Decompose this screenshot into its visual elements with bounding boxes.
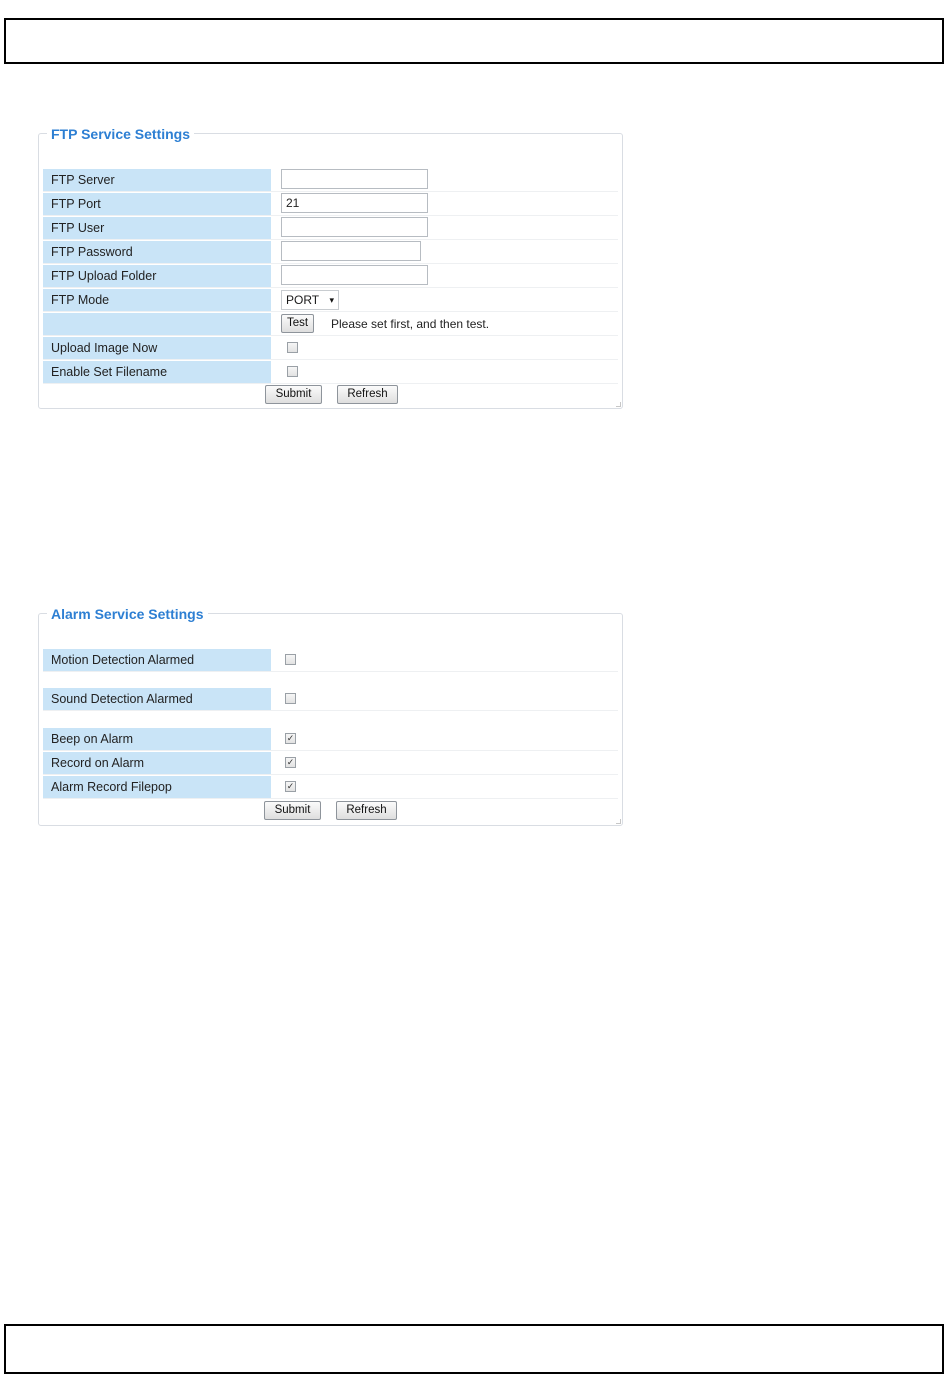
ftp-mode-label: FTP Mode [43,289,271,311]
checkmark-icon: ✓ [286,781,295,791]
record-on-alarm-label: Record on Alarm [43,752,271,774]
sound-detection-row [43,688,618,711]
ftp-test-row-label [43,313,271,335]
alarm-record-filepop-label: Alarm Record Filepop [43,776,271,798]
ftp-upload-folder-label: FTP Upload Folder [43,265,271,287]
dropdown-arrow-icon: ▾ [329,295,334,305]
ftp-mode-row [43,289,618,312]
motion-detection-row [43,649,618,672]
ftp-submit-button[interactable]: Submit [265,385,322,404]
record-on-alarm-row [43,752,618,775]
motion-detection-checkbox[interactable] [285,654,296,665]
ftp-user-label: FTP User [43,217,271,239]
ftp-test-button[interactable]: Test [281,314,314,333]
sound-detection-checkbox[interactable] [285,693,296,704]
ftp-password-label: FTP Password [43,241,271,263]
upload-image-now-checkbox[interactable] [287,342,298,353]
ftp-port-row [43,193,618,216]
ftp-user-row [43,217,618,240]
enable-set-filename-row [43,361,618,384]
ftp-server-label: FTP Server [43,169,271,191]
alarm-record-filepop-row [43,776,618,799]
upload-image-now-label: Upload Image Now [43,337,271,359]
enable-set-filename-checkbox[interactable] [287,366,298,377]
header-frame [4,18,944,64]
ftp-settings-panel [38,126,623,409]
upload-image-now-row [43,337,618,360]
footer-frame [4,1324,944,1374]
ftp-upload-folder-input[interactable] [281,265,428,285]
ftp-test-row [43,313,618,336]
ftp-port-label: FTP Port [43,193,271,215]
alarm-panel-resize-grip [616,819,621,824]
ftp-server-input[interactable] [281,169,428,189]
beep-on-alarm-checkbox[interactable] [285,733,296,744]
beep-on-alarm-label: Beep on Alarm [43,728,271,750]
ftp-settings-legend: FTP Service Settings [47,125,194,143]
ftp-user-input[interactable] [281,217,428,237]
alarm-refresh-button[interactable]: Refresh [336,801,397,820]
ftp-mode-select[interactable] [281,290,339,310]
checkmark-icon: ✓ [286,757,295,767]
ftp-test-hint: Please set first, and then test. [331,317,490,331]
alarm-settings-panel [38,606,623,826]
beep-on-alarm-row [43,728,618,751]
ftp-port-input[interactable] [281,193,428,213]
checkmark-icon: ✓ [286,733,295,743]
sound-detection-label: Sound Detection Alarmed [43,688,271,710]
motion-detection-label: Motion Detection Alarmed [43,649,271,671]
ftp-upload-folder-row [43,265,618,288]
alarm-submit-button[interactable]: Submit [264,801,321,820]
record-on-alarm-checkbox[interactable] [285,757,296,768]
ftp-panel-resize-grip [616,402,621,407]
ftp-server-row [43,169,618,192]
ftp-refresh-button[interactable]: Refresh [337,385,398,404]
alarm-settings-legend: Alarm Service Settings [47,605,208,623]
ftp-password-input[interactable] [281,241,421,261]
enable-set-filename-label: Enable Set Filename [43,361,271,383]
ftp-password-row [43,241,618,264]
ftp-mode-value: PORT [286,293,320,307]
alarm-record-filepop-checkbox[interactable] [285,781,296,792]
